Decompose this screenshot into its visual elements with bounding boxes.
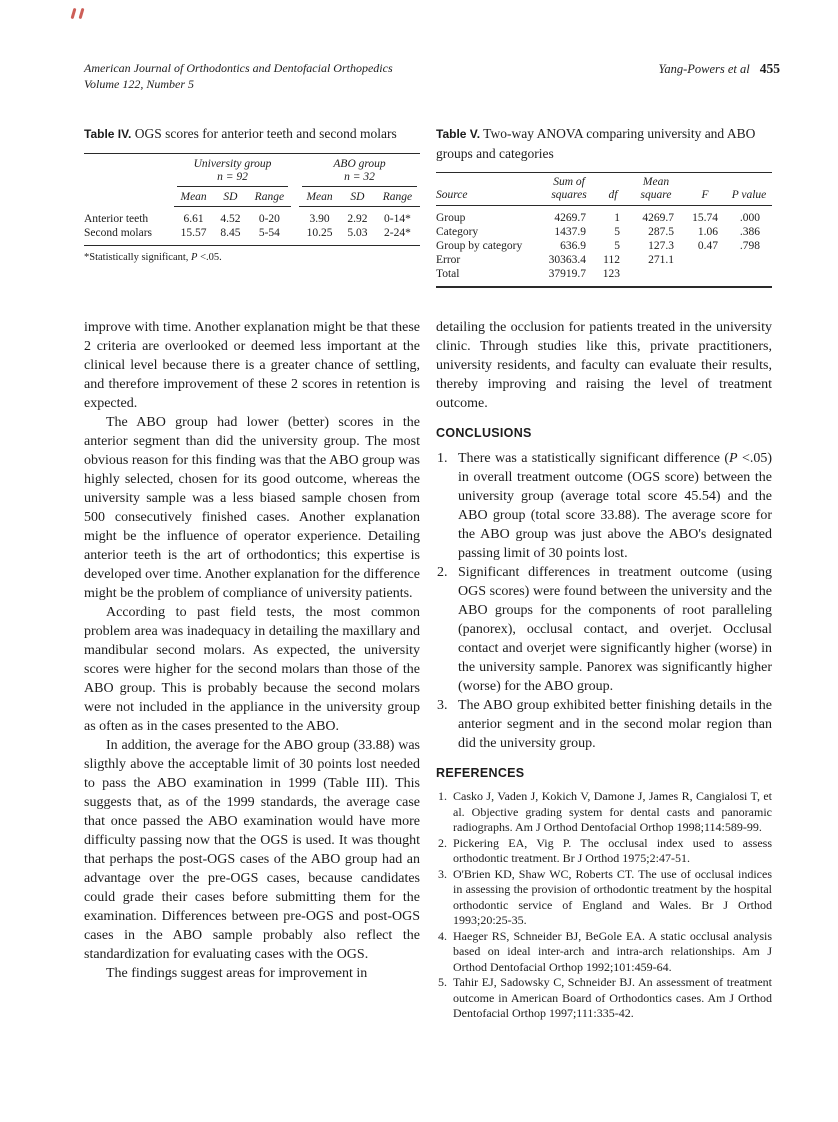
table-iv-block	[84, 124, 420, 265]
cell: 6.61	[183, 213, 204, 225]
cell: 8.45	[220, 227, 241, 239]
left-text-column	[84, 318, 420, 983]
running-head	[84, 60, 780, 92]
cell: 112	[603, 254, 620, 266]
row-label: Second molars	[84, 227, 153, 239]
authors-label: Yang-Powers et al	[658, 62, 750, 76]
conclusion-item: 2. Significant differences in treatment outcome (using OGS scores) were found between the university and the ABO groups for the components of root paralleling (panorex), occlusal contact, and overjet. Occlusal contact and overjet were significantly higher (worse) in the university sample. Panorex was significantly higher (worse) for the ABO group.	[437, 565, 772, 694]
table-v-block	[436, 124, 772, 288]
table-iv-caption	[84, 124, 420, 144]
references-list	[436, 789, 772, 1022]
cell: .798	[739, 240, 760, 252]
cell: 4269.7	[554, 212, 586, 224]
conclusion-item: 3. The ABO group exhibited better finishing details in the anterior segment and in the second molar region than did the university group.	[437, 698, 772, 751]
paragraph: detailing the occlusion for patients treated in the university clinic. Through studies like this, private practitioners, university residents, and faculty can evaluate their results, thereby improving and raising the level of treatment outcome.	[436, 320, 772, 411]
col-header: Range	[248, 188, 291, 207]
right-text-column	[436, 318, 772, 1022]
cell: 271.1	[648, 254, 674, 266]
item-number: 3.	[437, 698, 448, 713]
cell: 1437.9	[554, 226, 586, 238]
cell: 636.9	[560, 240, 586, 252]
col-header: df	[598, 173, 628, 206]
table-iv-footnote: *Statistically significant, P <.05.	[84, 252, 222, 263]
item-number: 4.	[438, 928, 447, 943]
item-number: 2.	[438, 835, 447, 850]
cell	[726, 253, 772, 267]
table-row	[436, 267, 772, 287]
col-header: Mean	[174, 188, 213, 207]
cell: .386	[739, 226, 760, 238]
cell: Group by category	[436, 240, 523, 252]
row-label: Anterior teeth	[84, 213, 149, 225]
item-number: 1.	[437, 451, 448, 466]
group2-n: n = 32	[344, 171, 375, 183]
table-iv-group1-header	[174, 154, 291, 189]
col-header: Source	[436, 173, 540, 206]
red-pen-mark	[79, 8, 85, 19]
table-v	[436, 172, 772, 288]
cell: .000	[739, 212, 760, 224]
table-row	[436, 225, 772, 239]
col-header: SD	[213, 188, 248, 207]
item-number: 3.	[438, 866, 447, 881]
cell: 10.25	[306, 227, 333, 239]
paragraph: The ABO group had lower (better) scores in the anterior segment than did the university group. The most obvious reason for this finding was that the ABO group was highly selected, chosen for its good outcome, whereas the university sample was a less biased sample chosen from 500 consecutively finished cases. Another explanation might be the influence of operator experience. Detailing anterior teeth is the art of orthodontics; this expertise is developed over time. Another explanation for the difference might be the problem of compliance of university patients.	[84, 415, 420, 601]
col-header: F	[684, 173, 726, 206]
group1-title: University group	[193, 158, 272, 170]
cell: 287.5	[648, 226, 674, 238]
journal-identity	[84, 60, 393, 92]
cell: 2-24*	[384, 227, 411, 239]
table-iv-subheader-row	[84, 188, 420, 207]
table-v-caption	[436, 124, 772, 163]
col-header: P value	[726, 173, 772, 206]
cell: Error	[436, 254, 461, 266]
cell: 5	[614, 240, 620, 252]
cell: 0-20	[258, 213, 280, 225]
reference-item: 2. Pickering EA, Vig P. The occlusal index used to assess orthodontic treatment. Br J Orthod 1975;2:47-51.	[438, 835, 772, 865]
table-iv-caption-label: Table IV.	[84, 127, 132, 141]
references-heading: REFERENCES	[436, 766, 525, 780]
table-row	[84, 226, 420, 246]
red-pen-mark	[71, 8, 77, 19]
journal-title: American Journal of Orthodontics and Dentofacial Orthopedics	[84, 61, 393, 75]
cell: 1	[614, 212, 620, 224]
table-v-caption-text: Two-way ANOVA comparing university and ABO groups and categories	[436, 126, 756, 161]
cell	[628, 267, 684, 287]
cell: 3.90	[309, 213, 330, 225]
paragraph: improve with time. Another explanation might be that these 2 criteria are overlooked or deemed less important at the clinical level because there is a greater chance of settling, and therefore improvement of these 2 scores in retention is expected.	[84, 320, 420, 411]
cell: Category	[436, 226, 479, 238]
paragraph: The findings suggest areas for improvement in	[106, 966, 368, 981]
col-header: Mean	[299, 188, 340, 207]
col-header: Range	[375, 188, 420, 207]
cell	[726, 267, 772, 287]
page-header-right	[659, 60, 780, 77]
col-header: Mean square	[628, 173, 684, 206]
table-v-header-row	[436, 173, 772, 206]
table-row	[436, 253, 772, 267]
table-iv-group2-header	[299, 154, 420, 189]
conclusion-item: 1. There was a statistically significant difference (P <.05) in overall treatment outcome (OGS score) between the university group (average total score 45.54) and the ABO group (total score 33.88). The average score for the ABO group was just above the ABO's designated passing limit of 30 points lost.	[437, 451, 772, 561]
table-row	[436, 206, 772, 226]
cell: 5	[614, 226, 620, 238]
table-v-caption-label: Table V.	[436, 127, 481, 141]
cell: Total	[436, 268, 460, 280]
group1-n: n = 92	[217, 171, 248, 183]
cell: 37919.7	[548, 268, 586, 280]
cell: 4269.7	[642, 212, 674, 224]
red-pen-marks	[72, 6, 88, 24]
cell: 0-14*	[384, 213, 411, 225]
item-number: 1.	[438, 789, 447, 803]
paragraph: In addition, the average for the ABO group (33.88) was sligthly above the acceptable limit of 30 points lost needed to pass the ABO examination in 1999 (Table III). This suggests that, as of the 1999 standards, the average case that once passed the ABO examination would have more difficulty passing now that the OGS is used. It was thought that perhaps the post-OGS cases of the ABO group had an advantage over the pre-OGS cases, because candidates could grade their cases before submitting them for the examination. Differences between pre-OGS and post-OGS cases in the ABO sample probably also reflect the standardization for evaluating cases with the OGS.	[84, 738, 420, 962]
table-row	[436, 239, 772, 253]
cell	[684, 267, 726, 287]
cell: 123	[602, 268, 620, 280]
paragraph: According to past field tests, the most common problem area was inadequacy in detailing the maxillary and mandibular second molars. As expected, the university scores were higher for the second molars than those of the ABO group. This is probably because the second molars were not included in the appliance in the university group as often as in the cases presented to the ABO.	[84, 605, 420, 734]
conclusions-heading: CONCLUSIONS	[436, 426, 532, 440]
table-row	[84, 207, 420, 227]
cell: 127.3	[648, 240, 674, 252]
cell: 5-54	[258, 227, 280, 239]
cell	[684, 253, 726, 267]
reference-item: 4. Haeger RS, Schneider BJ, BeGole EA. A static occlusal analysis based on ideal inter-arch and intra-arch relationships. Am J Orthod Dentofacial Orthop 1992;101:459-64.	[438, 928, 772, 974]
cell: 30363.4	[548, 254, 586, 266]
col-header: SD	[340, 188, 375, 207]
item-number: 5.	[438, 975, 447, 989]
group2-title: ABO group	[333, 158, 386, 170]
page-number: 455	[759, 61, 780, 76]
reference-item: 5. Tahir EJ, Sadowsky C, Schneider BJ. An assessment of treatment outcome in American Board of Orthodontics cases. Am J Orthod Dentofacial Orthop 1997;111:335-42.	[438, 975, 772, 1020]
reference-item: 1. Casko J, Vaden J, Kokich V, Damone J, James R, Cangialosi T, et al. Objective grading system for dental casts and panoramic radiographs. Am J Orthod Dentofacial Orthop 1998;114:589-99.	[438, 789, 772, 834]
cell: 4.52	[220, 213, 241, 225]
cell: 2.92	[347, 213, 368, 225]
cell: 5.03	[347, 227, 368, 239]
table-iv	[84, 153, 420, 246]
cell: Group	[436, 212, 466, 224]
cell: 1.06	[697, 226, 718, 238]
cell: 15.74	[692, 212, 718, 224]
item-number: 2.	[437, 565, 448, 580]
cell: 15.57	[180, 227, 207, 239]
table-iv-group-header-row	[84, 154, 420, 189]
table-iv-caption-text: OGS scores for anterior teeth and second molars	[131, 126, 397, 141]
col-header: Sum of squares	[540, 173, 598, 206]
journal-volume: Volume 122, Number 5	[84, 77, 194, 91]
reference-item: 3. O'Brien KD, Shaw WC, Roberts CT. The use of occlusal indices in assessing the provision of orthodontic treatment by the hospital orthodontic service of England and Wales. Br J Orthod 1993;20:25-35.	[438, 866, 772, 927]
cell: 0.47	[697, 240, 718, 252]
